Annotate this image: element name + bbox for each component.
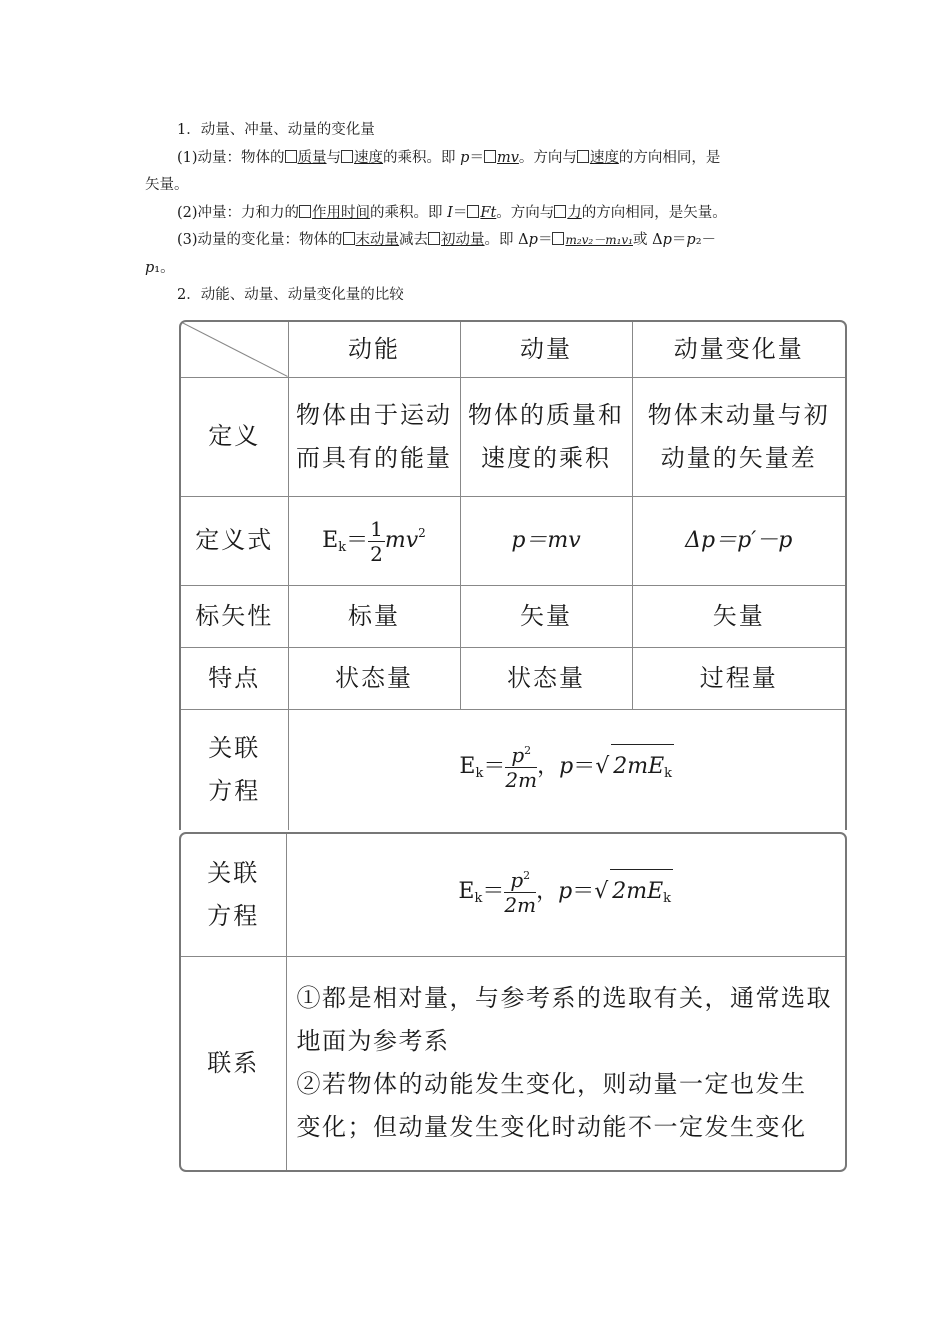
blank-box (467, 205, 479, 218)
cell-dp-vs: 矢量 (632, 585, 845, 647)
cell-relation-formula: $E_k=$ $\frac{p^2}{2m}$ ，p＝√ $2mE_k$ (288, 709, 845, 830)
cell-ke-formula: $E_k=$ $\frac{1}{2}$ $mv^2$ (288, 496, 460, 585)
row-label-relation-2: 关联 方程 (181, 834, 286, 956)
section-2-heading: 2．动能、动量、动量变化量的比较 (177, 287, 404, 303)
blank-box (299, 205, 311, 218)
row-label-link: 联系 (181, 956, 286, 1170)
header-kinetic-energy: 动能 (288, 322, 460, 377)
row-label-formula: 定义式 (181, 496, 288, 585)
blank-box (343, 232, 355, 245)
cell-ke-vs: 标量 (288, 585, 460, 647)
cell-p-feature: 状态量 (460, 647, 632, 709)
row-label-feature: 特点 (181, 647, 288, 709)
blank-box (577, 150, 589, 163)
item-momentum: (1)动量：物体的 质量与 速度的乘积。即 p＝ mv。方向与 速度的方向相同，是 (177, 149, 721, 166)
cell-p-formula: p＝mv (460, 496, 632, 585)
section-1-heading: 1．动量、冲量、动量的变化量 (177, 122, 375, 138)
comparison-table-top (179, 320, 847, 830)
diagonal-header-cell (181, 322, 288, 377)
cell-p-vs: 矢量 (460, 585, 632, 647)
item-impulse: (2)冲量：力和力的 作用时间的乘积。即 I＝ Ft。方向与 力的方向相同，是矢量。 (177, 204, 727, 221)
section-1 (145, 117, 810, 310)
cell-dp-formula: Δp＝p′－p (632, 496, 845, 585)
blank-box (554, 205, 566, 218)
cell-relation-formula-2: $E_k=$ $\frac{p^2}{2m}$ ，p＝√ $2mE_k$ (286, 834, 845, 956)
blank-box (285, 150, 297, 163)
row-label-definition: 定义 (181, 377, 288, 496)
item-momentum-change: (3)动量的变化量：物体的 末动量减去 初动量。即 Δp＝ m₂v₂－m₁v₁或 Δp＝p₂－ (177, 232, 717, 248)
cell-ke-definition: 物体由于运动 而具有的能量 (288, 377, 460, 496)
blank-box (428, 232, 440, 245)
item-momentum-cont: 矢量。 (145, 177, 189, 193)
row-label-vector-scalar: 标矢性 (181, 585, 288, 647)
blank-box (552, 232, 564, 245)
blank-box (484, 150, 496, 163)
blank-box (341, 150, 353, 163)
row-label-relation: 关联 方程 (181, 709, 288, 830)
item-momentum-change-cont: p₁。 (145, 259, 175, 276)
cell-dp-feature: 过程量 (632, 647, 845, 709)
cell-ke-feature: 状态量 (288, 647, 460, 709)
cell-link-text: ①都是相对量，与参考系的选取有关，通常选取 地面为参考系 ②若物体的动能发生变化，则动量一定也发生 变化；但动量发生变化时动能不一定发生变化 (286, 956, 845, 1170)
cell-p-definition: 物体的质量和 速度的乘积 (460, 377, 632, 496)
cell-dp-definition: 物体末动量与初 动量的矢量差 (632, 377, 845, 496)
header-momentum: 动量 (460, 322, 632, 377)
header-momentum-change: 动量变化量 (632, 322, 845, 377)
comparison-table-bottom (179, 832, 847, 1172)
